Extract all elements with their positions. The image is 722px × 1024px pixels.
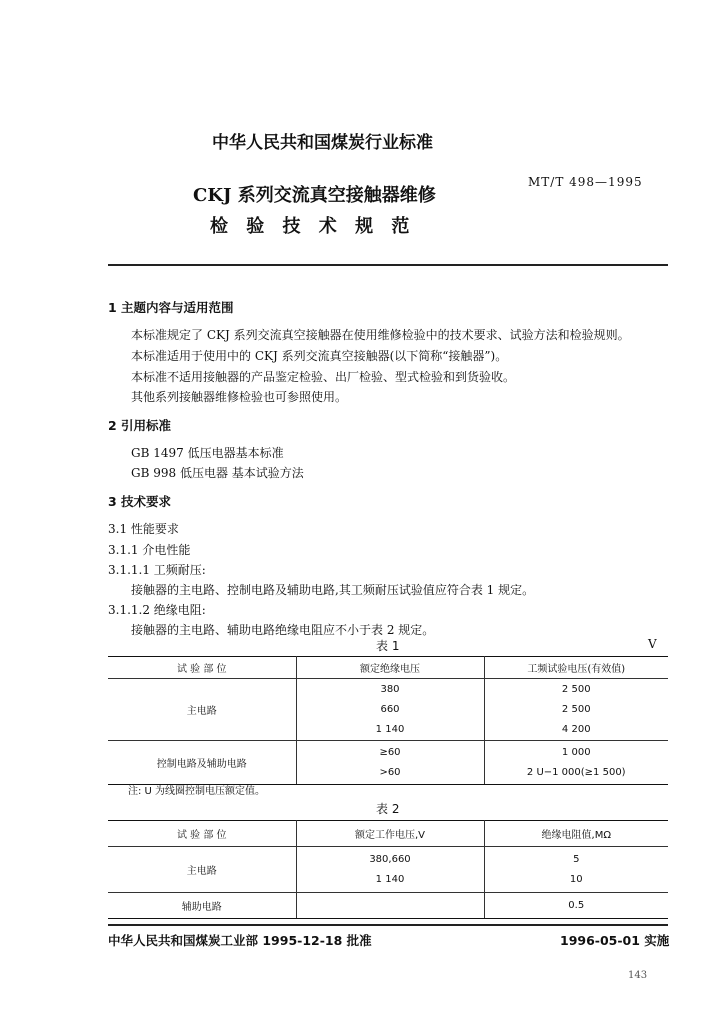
implementation-date: 1996-05-01 实施 xyxy=(560,933,670,948)
reference-item: GB 1497 低压电器基本标准 xyxy=(131,446,284,460)
table-cell: 2 500 2 500 4 200 xyxy=(484,679,668,741)
paragraph: 本标准不适用接触器的产品鉴定检验、出厂检验、型式检验和到货验收。 xyxy=(131,370,516,384)
header-rule xyxy=(108,264,668,266)
paragraph: 本标准规定了 CKJ 系列交流真空接触器在使用维修检验中的技术要求、试验方法和检验规则。 xyxy=(131,328,630,342)
table-header: 试 验 部 位 xyxy=(108,821,296,847)
table-row xyxy=(108,847,668,893)
subsection-heading: 3.1.1 介电性能 xyxy=(108,543,191,557)
table-cell: 主电路 xyxy=(108,847,296,893)
subsection-heading: 3.1.1.2 绝缘电阻: xyxy=(108,603,206,617)
table-cell: 控制电路及辅助电路 xyxy=(108,741,296,785)
table-cell: ≥60 >60 xyxy=(296,741,484,785)
table-header: 工频试验电压(有效值) xyxy=(484,657,668,679)
table-row xyxy=(108,893,668,919)
table-1-note: 注: U 为线圈控制电压额定值。 xyxy=(128,786,266,797)
doc-title-line2: 检 验 技 术 规 范 xyxy=(210,216,416,237)
paragraph: 本标准适用于使用中的 CKJ 系列交流真空接触器(以下简称“接触器”)。 xyxy=(131,349,508,363)
table-row xyxy=(108,679,668,741)
table-cell xyxy=(296,893,484,919)
paragraph: 其他系列接触器维修检验也可参照使用。 xyxy=(131,390,348,404)
subsection-heading: 3.1.1.1 工频耐压: xyxy=(108,563,206,577)
table-1 xyxy=(108,656,668,785)
table-1-unit: V xyxy=(648,637,657,651)
table-row xyxy=(108,741,668,785)
footer-rule xyxy=(108,924,668,926)
org-title: 中华人民共和国煤炭行业标准 xyxy=(212,133,433,153)
section-1-heading: 1 主题内容与适用范围 xyxy=(108,300,234,315)
table-cell: 380 660 1 140 xyxy=(296,679,484,741)
table-cell: 辅助电路 xyxy=(108,893,296,919)
table-cell: 1 000 2 U−1 000(≥1 500) xyxy=(484,741,668,785)
table-header: 试 验 部 位 xyxy=(108,657,296,679)
approval-line: 中华人民共和国煤炭工业部 1995-12-18 批准 xyxy=(108,933,372,948)
section-2-heading: 2 引用标准 xyxy=(108,418,172,433)
table-cell: 0.5 xyxy=(484,893,668,919)
table-1-caption: 表 1 xyxy=(376,639,400,653)
table-header: 额定绝缘电压 xyxy=(296,657,484,679)
doc-title-line1: CKJ 系列交流真空接触器维修 xyxy=(193,185,436,206)
paragraph: 接触器的主电路、控制电路及辅助电路,其工频耐压试验值应符合表 1 规定。 xyxy=(131,583,535,597)
table-cell: 主电路 xyxy=(108,679,296,741)
table-cell: 380,660 1 140 xyxy=(296,847,484,893)
table-header: 绝缘电阻值,MΩ xyxy=(484,821,668,847)
table-2-caption: 表 2 xyxy=(376,802,400,816)
reference-item: GB 998 低压电器 基本试验方法 xyxy=(131,466,304,480)
page-number: 143 xyxy=(628,970,648,981)
table-header: 额定工作电压,V xyxy=(296,821,484,847)
table-cell: 5 10 xyxy=(484,847,668,893)
standard-number: MT/T 498—1995 xyxy=(528,175,643,189)
subsection-heading: 3.1 性能要求 xyxy=(108,522,179,536)
table-2 xyxy=(108,820,668,919)
section-3-heading: 3 技术要求 xyxy=(108,494,172,509)
paragraph: 接触器的主电路、辅助电路绝缘电阻应不小于表 2 规定。 xyxy=(131,623,435,637)
